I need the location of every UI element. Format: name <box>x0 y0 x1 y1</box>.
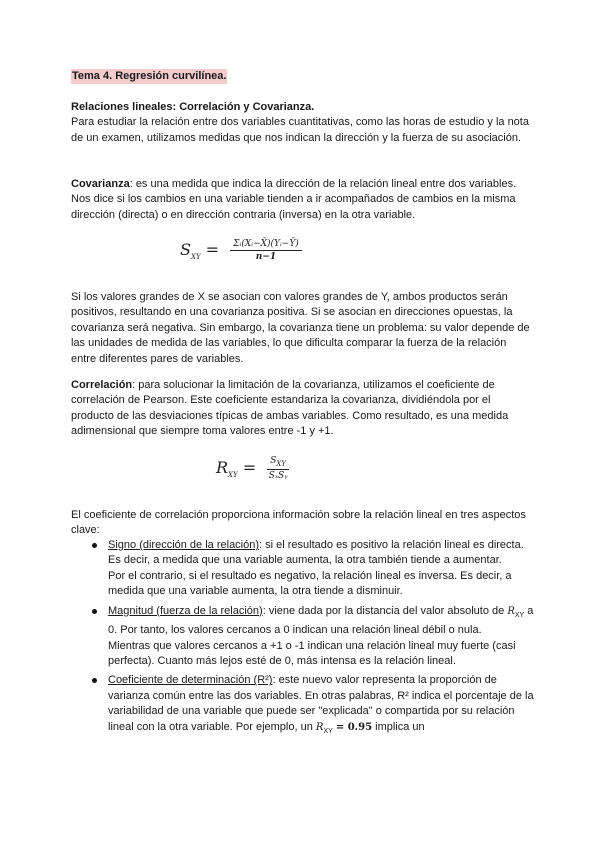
correlacion-formula: $R_{XY}$ = $\frac{S_{XY}}{\text{SₓSᵧ}}$ <box>216 456 288 481</box>
list-item <box>92 673 534 739</box>
covarianza-fraction <box>230 239 302 262</box>
covarianza-term: Covarianza <box>71 178 130 190</box>
correlacion-fraction <box>267 456 289 481</box>
aspect-text: : viene dada por la distancia del valor absoluto de <box>262 604 505 617</box>
example-tail: implica un <box>375 720 425 733</box>
aspect-text-2: Por el contrario, si el resultado es negativo, la relación lineal es inversa. Es decir, a medida que una variable aumenta, la otra tiende a disminuir. <box>108 569 512 598</box>
correlacion-formula-lhs: R <box>216 457 229 477</box>
example-symbol-sub: XY <box>323 727 333 735</box>
bullet-icon <box>92 678 97 683</box>
aspect-text-b: a 0. Por tanto, los valores cercanos a 0 indican una relación lineal débil o nula. <box>108 604 534 637</box>
covarianza-formula: $S_{XY}$ = $\frac{\text{Σᵢ(Xᵢ−X̄)(Yᵢ−Ȳ)}}{n-1}$ <box>180 239 302 262</box>
bullet-icon <box>92 609 97 614</box>
correlacion-term: Correlación <box>71 379 133 391</box>
covarianza-numerator: Σᵢ(Xᵢ−X̄)(Yᵢ−Ȳ) <box>230 239 302 251</box>
document-title: Tema 4. Regresión curvilínea. <box>71 69 227 84</box>
aspects-intro: El coeficiente de correlación proporciona información sobre la relación lineal en tres aspectos clave: <box>71 509 526 537</box>
covarianza-denominator: n−1 <box>255 252 277 262</box>
list-item <box>92 538 534 600</box>
correlacion-numerator-sub: XY <box>276 459 287 468</box>
aspect-label: Signo (dirección de la relación) <box>108 539 260 551</box>
example-value: = 0.95 <box>335 721 373 733</box>
covarianza-paragraph <box>71 177 533 223</box>
covarianza-formula-lhs-sub: XY <box>190 253 201 262</box>
correlacion-formula-lhs-sub: XY <box>228 471 238 480</box>
correlacion-denominator: SₓSᵧ <box>268 470 288 481</box>
aspect-text: : este nuevo valor representa la proporción de varianza común entre las dos variables. En otras palabras, R² indica el porcentaje de la variabilidad de una variable que puede ser "explicada" o compartida por su relación lineal con la otra variable. Por ejemplo, un <box>108 674 534 733</box>
correlacion-definition: : para solucionar la limitación de la covarianza, utilizamos el coeficiente de correlación de Pearson. Este coeficiente estandariza la covarianza, dividiéndola por el producto de las desviaciones típicas de ambas variables. Como resultado, es una medida adimensional que siempre toma valores entre -1 y +1. <box>71 379 509 438</box>
covarianza-formula-lhs: S <box>180 240 191 259</box>
aspect-label: Coeficiente de determinación (R²) <box>108 674 273 687</box>
covarianza-definition: : es una medida que indica la dirección de la relación lineal entre dos variables. Nos dice si los cambios en una variable tienden a ir acompañados de cambios en la misma dirección (directa) o en dirección contraria (inversa) en la otra variable. <box>71 178 517 221</box>
section-heading: Relaciones lineales: Correlación y Covarianza. <box>71 101 315 113</box>
aspect-text: : si el resultado es positivo la relación lineal es directa. Es decir, a medida que una variable aumenta, la otra también tiende a aumentar. <box>108 539 524 567</box>
correlacion-numerator: S <box>270 456 277 466</box>
section-intro: Para estudiar la relación entre dos variables cuantitativas, como las horas de estudio y la nota de un examen, utilizamos medidas que nos indican la dirección y la fuerza de su asociación. <box>71 116 529 144</box>
aspect-symbol-sub: XY <box>514 611 525 619</box>
aspect-symbol: R <box>507 605 515 617</box>
aspect-label: Magnitud (fuerza de la relación) <box>108 604 263 617</box>
aspect-text-2: Mientras que valores cercanos a +1 o -1 indican una relación lineal muy fuerte (casi perfecta). Cuanto más lejos esté de 0, más intensa es la relación lineal. <box>108 639 516 668</box>
aspects-list <box>92 538 534 743</box>
list-item <box>92 604 534 670</box>
correlacion-paragraph <box>71 378 533 440</box>
covarianza-explanation: Si los valores grandes de X se asocian con valores grandes de Y, ambos productos serán positivos, resultando en una covarianza positiva. Si se asocian en direcciones opuestas, la covarianza será negativa. Sin embargo, la covarianza tiene un problema: su valor depende de las unidades de medida de las variables, lo que dificulta comparar la fuerza de la relación entre diferentes pares de variables. <box>71 291 530 365</box>
section-relaciones <box>71 100 531 146</box>
bullet-icon <box>92 543 97 548</box>
example-symbol: R <box>315 721 324 733</box>
